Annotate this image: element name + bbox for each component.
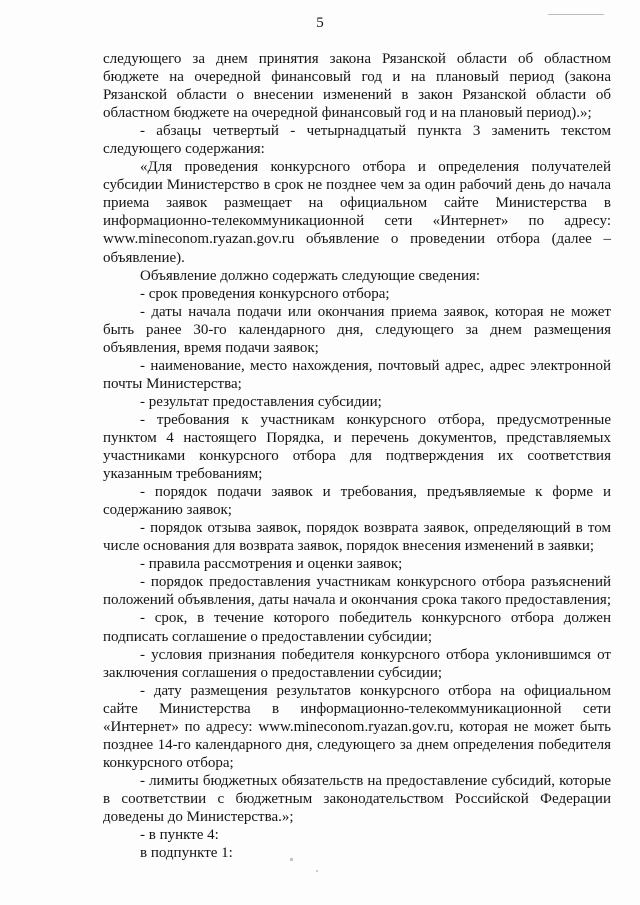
paragraph-announcement-contents: Объявление должно содержать следующие сведения: xyxy=(140,267,481,284)
list-item-participant-requirements: - требования к участникам конкурсного отбора, предусмотренные пунктом 4 настоящего Порядка, и перечень документов, представляемых участниками конкурсного отбора для подтверждения их соответствия указанным требованиям; xyxy=(103,411,611,483)
list-item-evaluation-rules: - правила рассмотрения и оценки заявок; xyxy=(140,556,403,573)
document-body xyxy=(103,50,611,862)
list-item-results-publication: - дату размещения результатов конкурсного отбора на официальном сайте Министерства в информационно-телекоммуникационной сети «Интернет» по адресу: www.mineconom.ryazan.gov.ru, которая не может быть позднее 14-го календарного дня, следующего за днем определения победителя конкурсного отбора; xyxy=(103,682,611,771)
list-item-application-procedure: - порядок подачи заявок и требования, предъявляемые к форме и содержанию заявок; xyxy=(103,484,611,519)
list-item-application-dates: - даты начала подачи или окончания приема заявок, которая не может быть ранее 30-го календарного дня, следующего за днем размещения объявления, время подачи заявок; xyxy=(103,303,611,356)
scan-artifact xyxy=(316,870,318,872)
paragraph-amendment-instruction: - абзацы четвертый - четырнадцатый пункта 3 заменить текстом следующего содержания: xyxy=(103,123,611,158)
list-item-selection-period: - срок проведения конкурсного отбора; xyxy=(140,285,390,302)
list-item-evasion-conditions: - условия признания победителя конкурсного отбора уклонившимся от заключения соглашения о предоставлении субсидии; xyxy=(103,646,611,681)
list-item-clarification-procedure: - порядок предоставления участникам конкурсного отбора разъяснений положений объявления, даты начала и окончания срока такого предоставления; xyxy=(103,574,611,609)
paragraph-continuation: следующего за днем принятия закона Рязанской области об областном бюджете на очередной финансовый год и на плановый период (закона Рязанской области о внесении изменений в закон Рязанской области об областном бюджете на очередной финансовый год и на плановый период).»; xyxy=(103,51,611,122)
scan-artifact xyxy=(548,14,604,15)
list-item-ministry-contacts: - наименование, место нахождения, почтовый адрес, адрес электронной почты Министерства; xyxy=(103,357,611,392)
paragraph-subpoint-1: в подпункте 1: xyxy=(140,845,233,862)
paragraph-announcement-intro: «Для проведения конкурсного отбора и определения получателей субсидии Министерство в срок не позднее чем за один рабочий день до начала приема заявок размещает на официальном сайте Министерства в информационно-телекоммуникационной сети «Интернет» по адресу: www.mineconom.ryazan.gov.ru объявление о проведении отбора (далее – объявление). xyxy=(103,159,611,266)
list-item-budget-limits: - лимиты бюджетных обязательств на предоставление субсидий, которые в соответствии с бюджетным законодательством Российской Федерации доведены до Министерства.»; xyxy=(103,772,611,825)
scan-artifact xyxy=(290,858,293,861)
paragraph-point-4: - в пункте 4: xyxy=(140,827,219,844)
page-number: 5 xyxy=(316,15,324,31)
list-item-subsidy-result: - результат предоставления субсидии; xyxy=(140,393,382,410)
list-item-withdrawal-procedure: - порядок отзыва заявок, порядок возврата заявок, определяющий в том числе основания для возврата заявок, порядок внесения изменений в заявки; xyxy=(103,520,611,555)
list-item-agreement-deadline: - срок, в течение которого победитель конкурсного отбора должен подписать соглашение о предоставлении субсидии; xyxy=(103,610,611,645)
